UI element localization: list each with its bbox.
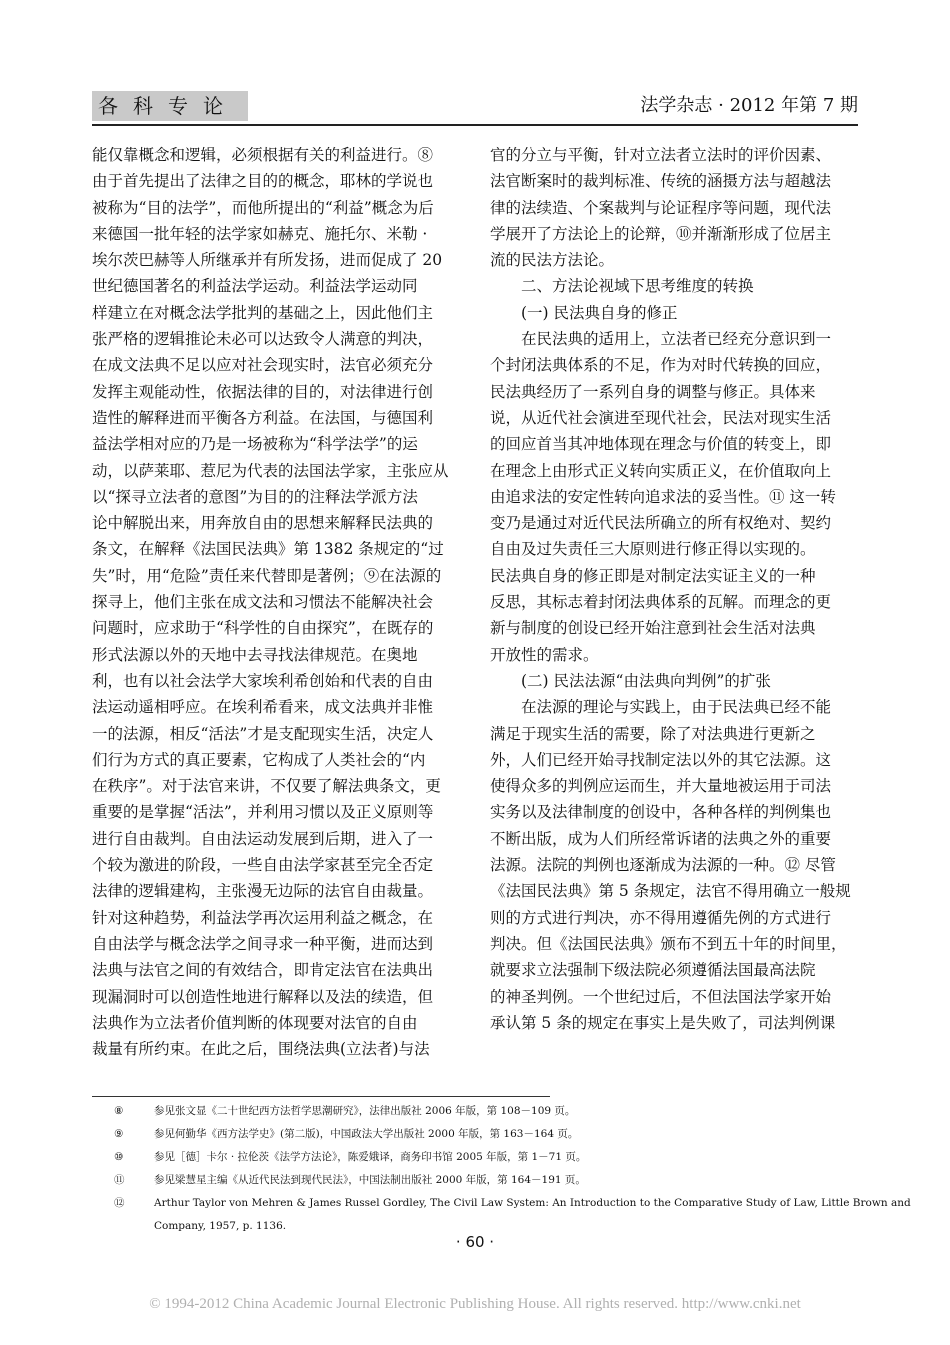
footnote-text: 参见何勤华《西方法学史》(第二版)，中国政法大学出版社 2000 年版，第 163－164 页。 — [154, 1128, 579, 1140]
page-number: · 60 · — [455, 1233, 495, 1251]
text-line: 满足于现实生活的需要，除了对法典进行更新之 — [490, 724, 816, 743]
text-line: 针对这种趋势，利益法学再次运用利益之概念，在 — [92, 908, 434, 927]
text-line: 益法学相对应的乃是一场被称为“科学法学”的运 — [92, 435, 418, 454]
text-line: 一的法源，相反“活法”才是支配现实生活，决定人 — [92, 724, 434, 743]
text-line: 以“探寻立法者的意图”为目的的注释法学派方法 — [92, 487, 418, 506]
text-line: 的神圣判例。一个世纪过后，不但法国法学家开始 — [490, 987, 832, 1006]
footnote-text: Arthur Taylor von Mehren & James Russel Gordley, The Civil Law System: An Introduction to the Comparative Study of Law, Little Brown and — [154, 1197, 911, 1209]
text-line: 失”时，用“危险”责任来代替即是著例；⑨在法源的 — [92, 566, 442, 585]
footnote-number: ⑨ — [114, 1128, 124, 1140]
text-line: 自由及过失责任三大原则进行修正得以实现的。 — [490, 540, 816, 559]
text-line: 流的民法方法论。 — [490, 251, 615, 270]
text-line: 外，人们已经开始寻找制定法以外的其它法源。这 — [490, 750, 832, 769]
text-line: 开放性的需求。 — [490, 645, 599, 664]
text-line: 论中解脱出来，用奔放自由的思想来解释民法典的 — [92, 514, 434, 533]
text-line: 利，也有以社会法学大家埃利希创始和代表的自由 — [92, 671, 434, 690]
text-line: 判决。但《法国民法典》颁布不到五十年的时间里， — [490, 934, 847, 953]
footnote-text: 参见张文显《二十世纪西方法哲学思潮研究》，法律出版社 2006 年版，第 108－109 页。 — [154, 1105, 576, 1117]
text-line: 法运动遥相呼应。在埃利希看来，成文法典并非惟 — [92, 698, 434, 717]
text-line: 条文，在解释《法国民法典》第 1382 条规定的“过 — [92, 540, 444, 559]
footnote — [92, 1100, 862, 1123]
footnote — [92, 1169, 862, 1192]
text-line: 二、方法论视域下思考维度的转换 — [490, 277, 754, 296]
text-line: 实务以及法律制度的创设中，各种各样的判例集也 — [490, 803, 832, 822]
text-line: 官的分立与平衡，针对立法者立法时的评价因素、 — [490, 146, 832, 164]
text-line: 个较为激进的阶段，一些自由法学家甚至完全否定 — [92, 856, 434, 875]
text-line: 就要求立法强制下级法院必须遵循法国最高法院 — [490, 961, 816, 980]
text-line: 自由法学与概念法学之间寻求一种平衡，进而达到 — [92, 934, 434, 953]
footnote — [92, 1192, 911, 1215]
text-line: 新与制度的创设已经开始注意到社会生活对法典 — [490, 619, 816, 638]
text-line: 被称为“目的法学”，而他所提出的“利益”概念为后 — [92, 198, 434, 217]
text-line: 世纪德国著名的利益法学运动。利益法学运动同 — [92, 277, 418, 296]
footnote-number: ⑫ — [114, 1197, 125, 1209]
footnotes — [92, 1100, 911, 1238]
text-line: 在理念上由形式正义转向实质正义，在价值取向上 — [490, 461, 832, 480]
text-line: 个封闭法典体系的不足，作为对时代转换的回应， — [490, 356, 832, 375]
footnote-text: 参见［德］卡尔 · 拉伦茨《法学方法论》，陈爱娥译，商务印书馆 2005 年版，第 1－71 页。 — [154, 1151, 587, 1163]
left-column — [92, 142, 460, 1062]
footnote-number: ⑧ — [114, 1105, 124, 1117]
footnote-number: ⑩ — [114, 1151, 124, 1163]
text-line: 由于首先提出了法律之目的的概念，耶林的学说也 — [92, 172, 434, 191]
text-line: 法律的逻辑建构，主张漫无边际的法官自由裁量。 — [92, 882, 434, 901]
text-line: 法典作为立法者价值判断的体现要对法官的自由 — [92, 1013, 418, 1032]
text-line: 裁量有所约束。在此之后，围绕法典(立法者)与法 — [92, 1040, 430, 1059]
text-line: 动，以萨莱耶、惹尼为代表的法国法学家，主张应从 — [92, 461, 449, 480]
text-line: 法官断案时的裁判标准、传统的涵摄方法与超越法 — [490, 172, 832, 191]
footnote-number: ⑪ — [114, 1174, 125, 1186]
text-line: 反思，其标志着封闭法典体系的瓦解。而理念的更 — [490, 593, 832, 612]
text-line: 重要的是掌握“活法”，并利用习惯以及正义原则等 — [92, 803, 434, 822]
text-line: 承认第 5 条的规定在事实上是失败了，司法判例课 — [490, 1013, 836, 1032]
text-line: 来德国一批年轻的法学家如赫克、施托尔、米勒 · — [92, 224, 428, 243]
text-line: 造性的解释进而平衡各方利益。在法国，与德国利 — [92, 408, 434, 427]
text-line: 样建立在对概念法学批判的基础之上，因此他们主 — [92, 303, 434, 322]
text-line: 学展开了方法论上的论辩，⑩并渐渐形成了位居主 — [490, 224, 832, 243]
text-line: 们行为方式的真正要素，它构成了人类社会的“内 — [92, 750, 426, 769]
text-line: 变乃是通过对近代民法所确立的所有权绝对、契约 — [490, 514, 832, 533]
text-line: 法源。法院的判例也逐渐成为法源的一种。⑫ 尽管 — [490, 856, 836, 875]
text-line: 民法典自身的修正即是对制定法实证主义的一种 — [490, 566, 816, 585]
text-line: 由追求法的安定性转向追求法的妥当性。⑪ 这一转 — [490, 487, 836, 506]
text-line: 探寻上，他们主张在成文法和习惯法不能解决社会 — [92, 593, 434, 612]
text-line: 使得众多的判例应运而生，并大量地被运用于司法 — [490, 777, 832, 796]
text-line: 《法国民法典》第 5 条规定，法官不得用确立一般规 — [490, 882, 851, 901]
text-line: 形式法源以外的天地中去寻找法律规范。在奥地 — [92, 645, 418, 664]
footnote-text: 参见梁慧星主编《从近代民法到现代民法》，中国法制出版社 2000 年版，第 164－191 页。 — [154, 1174, 586, 1186]
text-line: 能仅靠概念和逻辑，必须根据有关的利益进行。⑧ — [92, 146, 434, 164]
text-line: 在成文法典不足以应对社会现实时，法官必须充分 — [92, 356, 434, 375]
text-line: 在法源的理论与实践上，由于民法典已经不能 — [490, 698, 832, 717]
text-line: 进行自由裁判。自由法运动发展到后期，进入了一 — [92, 829, 434, 848]
footnote-text: Company, 1957, p. 1136. — [154, 1220, 287, 1232]
text-line: 说，从近代社会演进至现代社会，民法对现实生活 — [490, 408, 832, 427]
right-column — [490, 142, 858, 1036]
copyright-watermark: © 1994-2012 China Academic Journal Electronic Publishing House. All rights reserved. http://www.cnki.net — [149, 1296, 801, 1312]
text-line: 在秩序”。对于法官来讲，不仅要了解法典条文，更 — [92, 777, 441, 796]
text-line: 民法典经历了一系列自身的调整与修正。具体来 — [490, 382, 816, 401]
text-line: 不断出版，成为人们所经常诉诸的法典之外的重要 — [490, 829, 832, 848]
footnote — [92, 1123, 862, 1146]
text-line: 发挥主观能动性，依据法律的目的，对法律进行创 — [92, 382, 434, 401]
text-line: 在民法典的适用上，立法者已经充分意识到一 — [490, 330, 832, 349]
text-line: (二) 民法法源“由法典向判例”的扩张 — [490, 671, 771, 690]
text-line: 现漏洞时可以创造性地进行解释以及法的续造，但 — [92, 987, 434, 1006]
journal-issue: 法学杂志 · 2012 年第 7 期 — [640, 95, 858, 116]
text-line: 则的方式进行判决，亦不得用遵循先例的方式进行 — [490, 908, 832, 927]
text-line: (一) 民法典自身的修正 — [490, 303, 678, 322]
footnote — [92, 1146, 862, 1169]
text-line: 律的法续造、个案裁判与论证程序等问题，现代法 — [490, 198, 832, 217]
text-line: 埃尔茨巴赫等人所继承并有所发扬，进而促成了 20 — [92, 251, 443, 270]
section-label: 各科专论 — [92, 91, 248, 121]
header-rule — [92, 124, 858, 126]
footnote-rule — [92, 1096, 550, 1097]
text-line: 问题时，应求助于“科学性的自由探究”，在既存的 — [92, 619, 434, 638]
text-line: 的回应首当其冲地体现在理念与价值的转变上，即 — [490, 435, 832, 454]
text-line: 张严格的逻辑推论未必可以达致令人满意的判决， — [92, 330, 434, 349]
text-line: 法典与法官之间的有效结合，即肯定法官在法典出 — [92, 961, 434, 980]
